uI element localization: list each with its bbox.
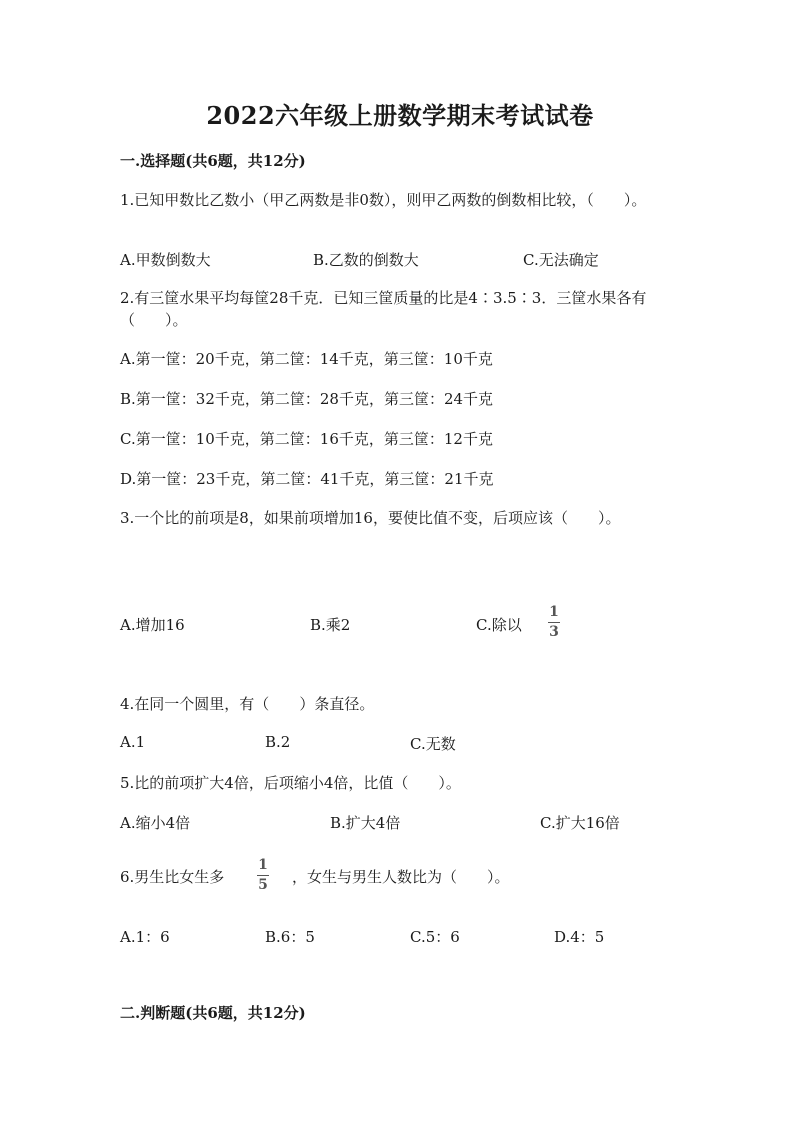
question-4-stem: 4.在同一个圆里，有（ ）条直径。 xyxy=(120,695,375,713)
question-1-stem: 1.已知甲数比乙数小（甲乙两数是非0数），则甲乙两数的倒数相比较，（ ）。 xyxy=(120,191,647,209)
question-3-option-c: C.除以 xyxy=(476,616,522,634)
section-heading-judgement: 二.判断题(共6题，共12分) xyxy=(120,1004,306,1022)
question-6-option-d: D.4：5 xyxy=(554,928,605,946)
question-6-stem-after: ，女生与男生人数比为（ ）。 xyxy=(292,868,510,886)
question-5-option-c: C.扩大16倍 xyxy=(540,814,620,832)
question-2-option-c: C.第一筐：10千克，第二筐：16千克，第三筐：12千克 xyxy=(120,430,493,448)
question-1-option-c: C.无法确定 xyxy=(523,251,599,269)
question-6-option-c: C.5：6 xyxy=(410,928,460,946)
fraction-denominator: 3 xyxy=(549,624,559,640)
question-1-option-b: B.乙数的倒数大 xyxy=(313,251,419,269)
fraction-one-third xyxy=(548,605,560,640)
question-2-option-d: D.第一筐：23千克，第二筐：41千克，第三筐：21千克 xyxy=(120,470,494,488)
question-1-option-a: A.甲数倒数大 xyxy=(120,251,211,269)
question-6-option-a: A.1：6 xyxy=(120,928,170,946)
fraction-one-fifth xyxy=(257,858,269,893)
question-2-stem: 2.有三筐水果平均每筐28千克．已知三筐质量的比是4∶3.5∶3．三筐水果各有（ ）。 xyxy=(120,289,647,329)
question-5-option-b: B.扩大4倍 xyxy=(330,814,401,832)
question-3-option-b: B.乘2 xyxy=(310,616,351,634)
question-3-stem: 3.一个比的前项是8，如果前项增加16，要使比值不变，后项应该（ ）。 xyxy=(120,509,621,527)
section-heading-choice: 一.选择题(共6题，共12分) xyxy=(120,152,306,170)
question-4-option-a: A.1 xyxy=(120,733,146,751)
question-2-option-a: A.第一筐：20千克，第二筐：14千克，第三筐：10千克 xyxy=(120,350,493,368)
fraction-numerator: 1 xyxy=(258,857,268,873)
page-title: 2022六年级上册数学期末考试试卷 xyxy=(206,101,594,130)
question-3-option-a: A.增加16 xyxy=(120,616,185,634)
fraction-bar xyxy=(257,875,269,876)
question-4-option-c: C.无数 xyxy=(410,735,456,753)
question-2-option-b: B.第一筐：32千克，第二筐：28千克，第三筐：24千克 xyxy=(120,390,494,408)
fraction-numerator: 1 xyxy=(549,604,559,620)
fraction-denominator: 5 xyxy=(258,877,268,893)
question-6-option-b: B.6：5 xyxy=(265,928,315,946)
question-5-stem: 5.比的前项扩大4倍，后项缩小4倍，比值（ ）。 xyxy=(120,774,461,792)
fraction-bar xyxy=(548,622,560,623)
question-4-option-b: B.2 xyxy=(265,733,291,751)
question-5-option-a: A.缩小4倍 xyxy=(120,814,191,832)
question-6-stem-before: 6.男生比女生多 xyxy=(120,868,225,886)
